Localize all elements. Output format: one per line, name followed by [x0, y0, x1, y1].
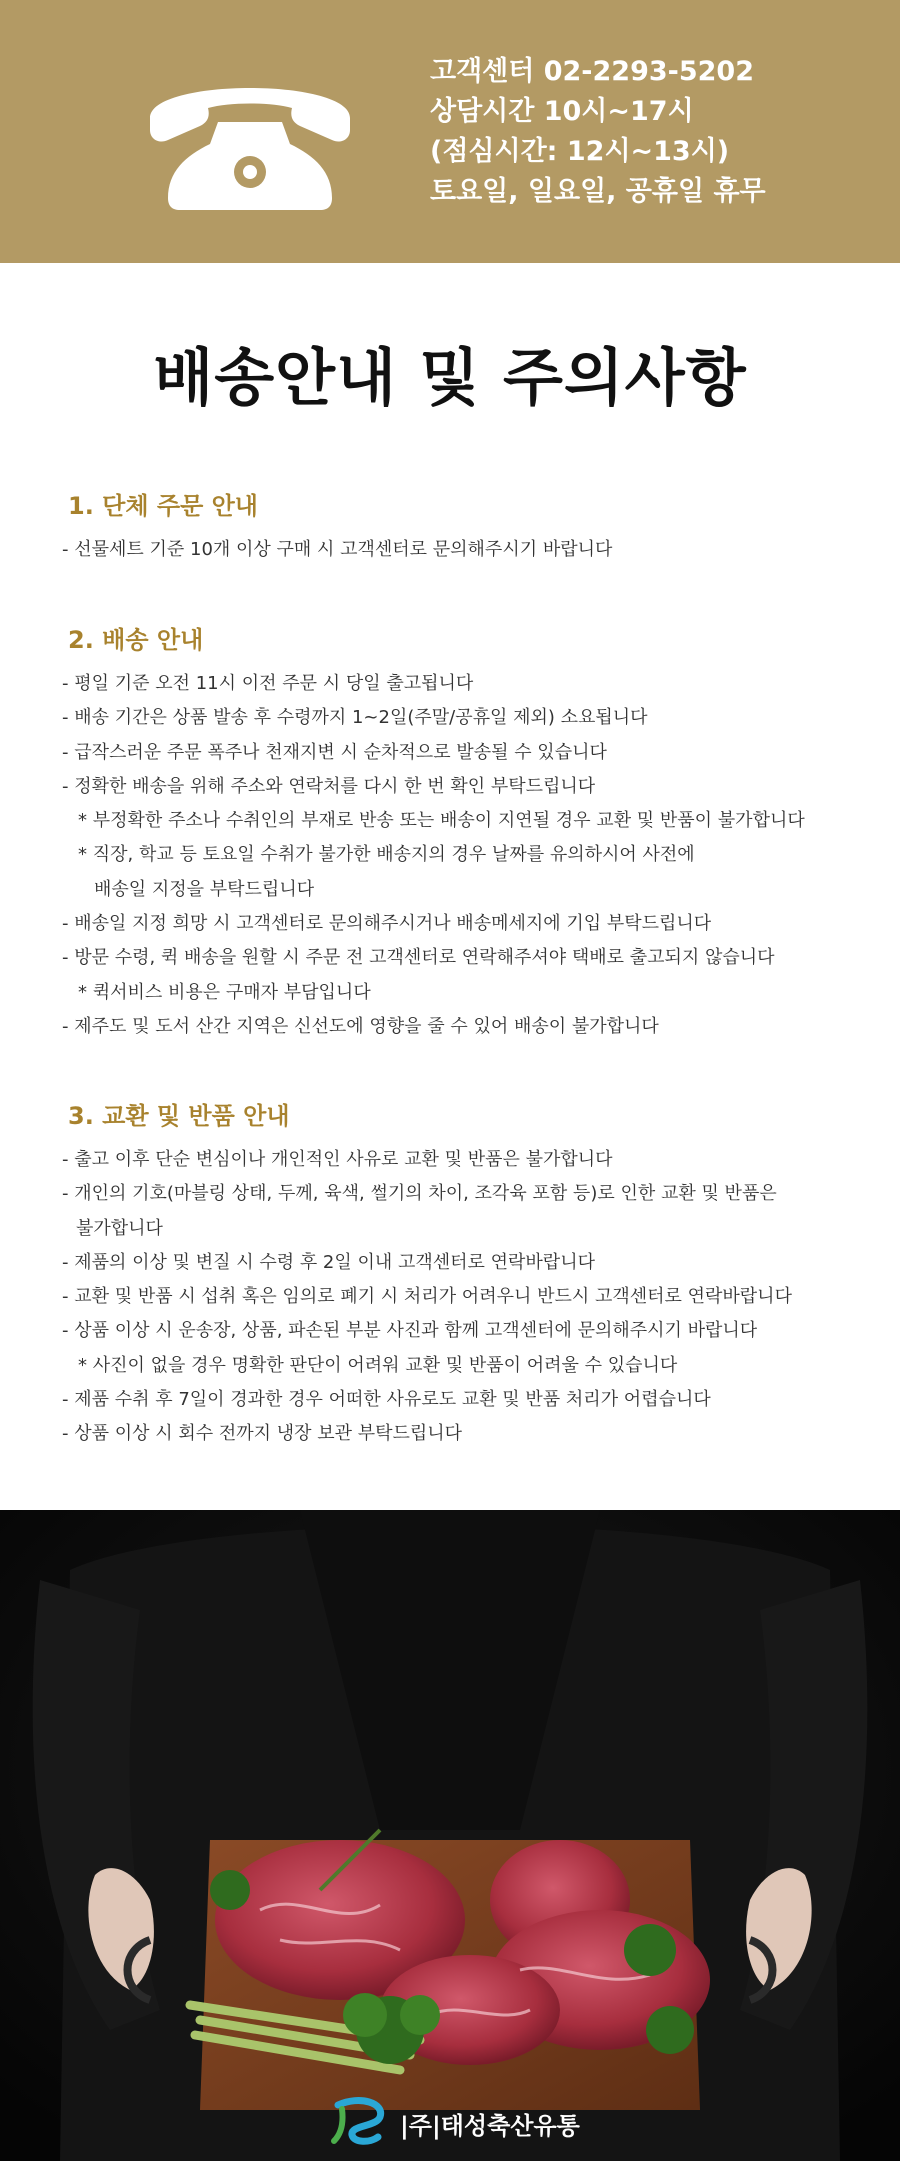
- contact-closed-days: 토요일, 일요일, 공휴일 휴무: [430, 176, 766, 207]
- section-line-continued: 불가합니다: [76, 1217, 163, 1239]
- section-line: - 선물세트 기준 10개 이상 구매 시 고객센터로 문의해주시기 바랍니다: [62, 539, 613, 560]
- section-line: - 교환 및 반품 시 섭취 혹은 임의로 폐기 시 처리가 어려우니 반드시 고객센터로 연락바랍니다: [62, 1286, 792, 1308]
- section-line: - 제주도 및 도서 산간 지역은 신선도에 영향을 줄 수 있어 배송이 불가합니다: [62, 1015, 659, 1037]
- section-line: - 개인의 기호(마블링 상태, 두께, 육색, 썰기의 차이, 조각육 포함 등)로 인한 교환 및 반품은: [62, 1183, 777, 1205]
- contact-hours: 상담시간 10시~17시: [430, 96, 694, 127]
- section-note: * 사진이 없을 경우 명확한 판단이 어려워 교환 및 반품이 어려울 수 있습니다: [78, 1354, 678, 1376]
- section-note: * 퀵서비스 비용은 구매자 부담입니다: [78, 981, 371, 1003]
- section-note: * 부정확한 주소나 수취인의 부재로 반송 또는 배송이 지연될 경우 교환 및 반품이 불가합니다: [78, 810, 805, 832]
- section-line: - 정확한 배송을 위해 주소와 연락처를 다시 한 번 확인 부탁드립니다: [62, 775, 596, 797]
- taesung-logo-icon: [330, 2095, 390, 2145]
- section-line: - 상품 이상 시 회수 전까지 냉장 보관 부탁드립니다: [62, 1423, 463, 1445]
- page-title: 배송안내 및 주의사항: [153, 341, 747, 414]
- section-line: - 배송일 지정 희망 시 고객센터로 문의해주시거나 배송메세지에 기입 부탁드립니다: [62, 913, 712, 935]
- section-note: * 직장, 학교 등 토요일 수취가 불가한 배송지의 경우 날짜를 유의하시어 사전에: [78, 844, 695, 866]
- photo-illustration: [0, 1510, 900, 2161]
- chef-meat-board-photo: [0, 1510, 900, 2161]
- contact-lunch: (점심시간: 12시~13시): [430, 136, 730, 167]
- brand-name: |주|태성축산유통: [400, 2112, 580, 2140]
- section-line: - 방문 수령, 퀵 배송을 원할 시 주문 전 고객센터로 연락해주셔야 택배로 출고되지 않습니다: [62, 947, 775, 969]
- telephone-icon: [140, 60, 360, 210]
- contact-banner: [0, 0, 900, 263]
- section-line: - 출고 이후 단순 변심이나 개인적인 사유로 교환 및 반품은 불가합니다: [62, 1149, 613, 1170]
- section-line: - 배송 기간은 상품 발송 후 수령까지 1~2일(주말/공휴일 제외) 소요됩니다: [62, 707, 648, 729]
- section-line: - 제품 수취 후 7일이 경과한 경우 어떠한 사유로도 교환 및 반품 처리가 어렵습니다: [62, 1389, 711, 1411]
- section-line: - 평일 기준 오전 11시 이전 주문 시 당일 출고됩니다: [62, 673, 474, 694]
- section-line: - 급작스러운 주문 폭주나 천재지변 시 순차적으로 발송될 수 있습니다: [62, 741, 607, 763]
- contact-phone: 고객센터 02-2293-5202: [430, 56, 755, 87]
- contact-info: [430, 52, 766, 212]
- section-exchange-return: [62, 1096, 862, 1452]
- section-note-continued: 배송일 지정을 부탁드립니다: [94, 878, 315, 900]
- section-line: - 제품의 이상 및 변질 시 수령 후 2일 이내 고객센터로 연락바랍니다: [62, 1251, 595, 1273]
- section-line: - 상품 이상 시 운송장, 상품, 파손된 부분 사진과 함께 고객센터에 문의해주시기 바랍니다: [62, 1320, 758, 1342]
- section-title: 1. 단체 주문 안내: [68, 492, 258, 520]
- section-group-order: [62, 486, 862, 567]
- section-title: 3. 교환 및 반품 안내: [68, 1102, 290, 1130]
- section-title: 2. 배송 안내: [68, 626, 204, 654]
- section-delivery: [62, 620, 862, 1044]
